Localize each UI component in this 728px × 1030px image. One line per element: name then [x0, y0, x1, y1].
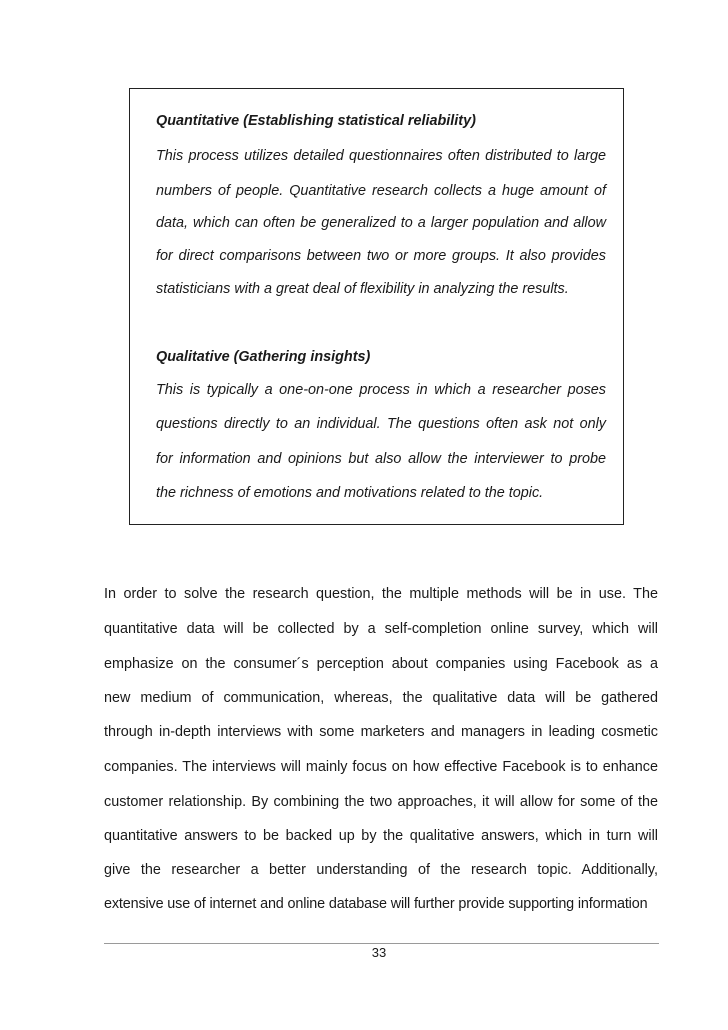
body-line-8: quantitative answers to be backed up by the qualitative answers, which in turn will [104, 828, 658, 844]
quantitative-line-1: This process utilizes detailed questionnaires often distributed to large [156, 148, 606, 164]
footer-rule [104, 943, 659, 944]
body-line-3: emphasize on the consumer´s perception about companies using Facebook as a [104, 656, 658, 672]
quantitative-line-2: numbers of people. Quantitative research collects a huge amount of [156, 183, 606, 199]
quantitative-line-3: data, which can often be generalized to a larger population and allow [156, 215, 606, 231]
body-line-1: In order to solve the research question, the multiple methods will be in use. The [104, 586, 658, 602]
qualitative-line-1: This is typically a one-on-one process in which a researcher poses [156, 382, 606, 398]
quantitative-line-5: statisticians with a great deal of flexibility in analyzing the results. [156, 281, 569, 297]
qualitative-line-4: the richness of emotions and motivations related to the topic. [156, 485, 544, 501]
quantitative-heading: Quantitative (Establishing statistical reliability) [156, 113, 476, 129]
body-line-4: new medium of communication, whereas, the qualitative data will be gathered [104, 690, 658, 706]
body-line-6: companies. The interviews will mainly focus on how effective Facebook is to enhance [104, 759, 658, 775]
qualitative-heading: Qualitative (Gathering insights) [156, 349, 371, 365]
page-number: 33 [371, 945, 387, 960]
body-line-2: quantitative data will be collected by a self-completion online survey, which will [104, 621, 658, 637]
body-line-9: give the researcher a better understanding of the research topic. Additionally, [104, 862, 658, 878]
body-line-10: extensive use of internet and online database will further provide supporting information [104, 896, 648, 912]
body-line-7: customer relationship. By combining the two approaches, it will allow for some of the [104, 794, 658, 810]
qualitative-line-2: questions directly to an individual. The questions often ask not only [156, 416, 606, 432]
quantitative-line-4: for direct comparisons between two or more groups. It also provides [156, 248, 606, 264]
qualitative-line-3: for information and opinions but also allow the interviewer to probe [156, 451, 606, 467]
body-line-5: through in-depth interviews with some marketers and managers in leading cosmetic [104, 724, 658, 740]
